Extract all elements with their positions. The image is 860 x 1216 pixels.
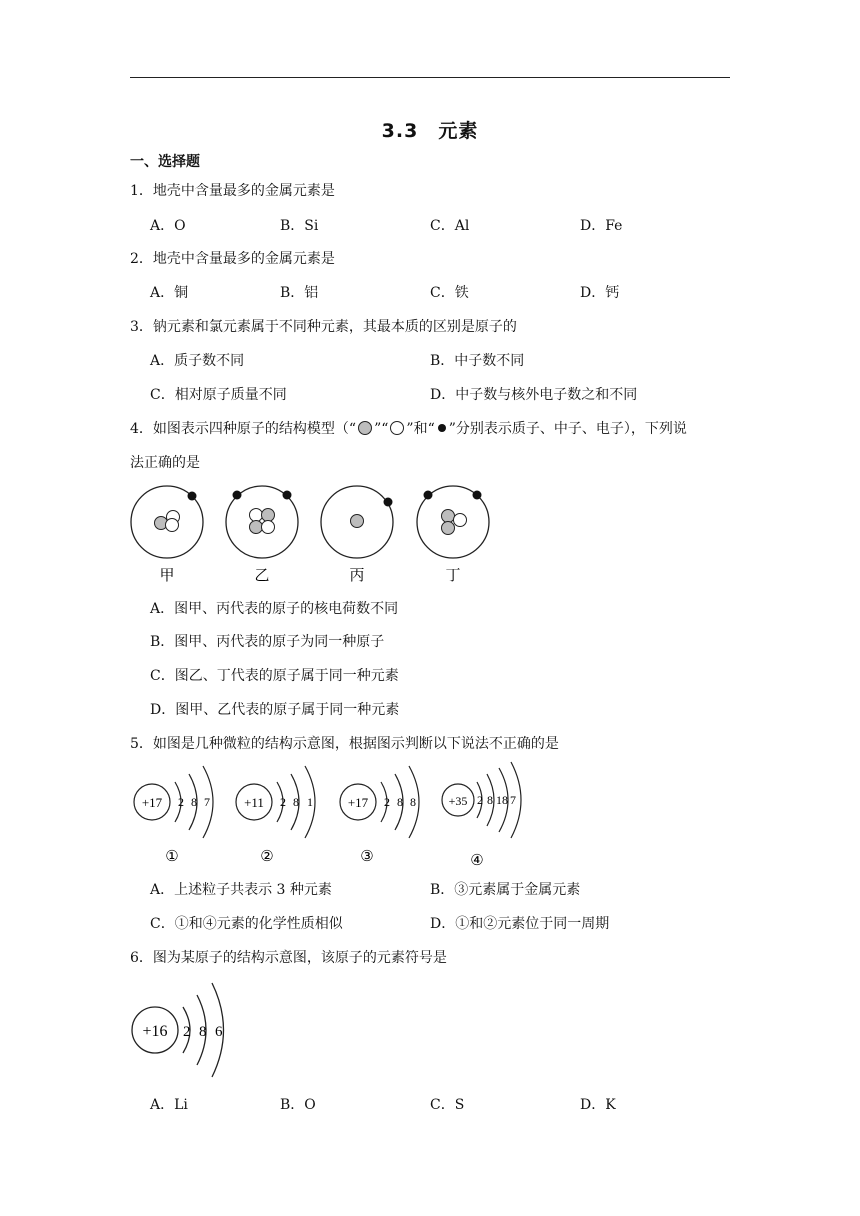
neutron-symbol-icon [389,421,405,435]
option-b[interactable]: B．Si [280,218,319,234]
shell-electrons: 2 [384,795,390,809]
nucleus-charge: +35 [448,794,468,808]
nucleus-charge: +11 [244,795,264,810]
option-d[interactable]: D．K [580,1097,616,1113]
question-text-part: ”分别表示质子、中子、电子），下列说 [448,421,687,437]
option-d[interactable]: D．图甲、乙代表的原子属于同一种元素 [150,702,400,718]
shell-electrons: 8 [199,1024,207,1040]
option-d[interactable]: D．①和②元素位于同一周期 [430,916,610,932]
question-text: 钠元素和氯元素属于不同种元素，其最本质的区别是原子的 [152,319,517,335]
section-heading: 一、选择题 [130,154,200,170]
question-text-part: ”和“ [406,421,435,437]
option-b[interactable]: B．铝 [280,285,319,301]
question-text: 地壳中含量最多的金属元素是 [152,251,335,267]
nucleus-charge: +16 [142,1023,168,1040]
particle-diagram-3 [340,766,419,865]
diagram-label: ① [165,849,179,865]
question-text-part: ”“ [374,421,389,437]
option-a[interactable]: A．质子数不同 [150,353,245,369]
option-b[interactable]: B．图甲、丙代表的原子为同一种原子 [150,634,385,650]
option-c[interactable]: C．Al [430,218,470,234]
question-number: 3． [130,319,153,335]
question-2 [130,248,335,268]
atom-structure-figure [125,975,245,1085]
option-d[interactable]: D．钙 [580,285,620,301]
question-number: 5． [130,736,153,752]
option-a[interactable]: A．上述粒子共表示 3 种元素 [150,882,332,898]
shell-electrons: 1 [307,795,313,809]
question-number: 2． [130,251,153,267]
shell-electrons: 6 [215,1024,223,1040]
figure-label-bing: 丙 [349,566,365,584]
shell-electrons: 8 [293,795,299,809]
option-c[interactable]: C．图乙、丁代表的原子属于同一种元素 [150,668,399,684]
figure-label-jia: 甲 [159,566,175,584]
question-number: 6． [130,950,153,966]
shell-electrons: 2 [178,795,184,809]
question-text: 图为某原子的结构示意图，该原子的元素符号是 [152,950,447,966]
nucleus-charge: +17 [141,795,163,810]
option-c[interactable]: C．铁 [430,285,469,301]
question-text-part: 如图表示四种原子的结构模型（“ [152,421,357,437]
question-4-line2: 法正确的是 [130,455,200,471]
header-rule [130,77,730,78]
atom-model-yi [226,486,298,558]
proton-symbol-icon [357,421,373,435]
question-text: 如图是几种微粒的结构示意图，根据图示判断以下说法不正确的是 [152,736,559,752]
page-title: 3.3 元素 [381,120,479,142]
option-b[interactable]: B．③元素属于金属元素 [430,882,581,898]
atom-model-bing [321,486,393,558]
option-a[interactable]: A．O [150,218,186,234]
option-c[interactable]: C．①和④元素的化学性质相似 [150,916,343,932]
nucleus-charge: +17 [347,795,369,810]
shell-electrons: 18 [496,793,508,807]
particle-diagram-1 [134,766,213,865]
diagram-label: ④ [470,853,484,869]
shell-electrons: 2 [280,795,286,809]
diagram-label: ② [260,849,274,865]
option-a[interactable]: A．图甲、丙代表的原子的核电荷数不同 [150,601,399,617]
particle-structure-figure [125,760,545,870]
shell-electrons: 8 [410,795,416,809]
option-d[interactable]: D．中子数与核外电子数之和不同 [430,387,638,403]
figure-label-ding: 丁 [445,566,461,584]
question-number: 4． [130,421,153,437]
shell-electrons: 8 [191,795,197,809]
question-text: 地壳中含量最多的金属元素是 [152,183,335,199]
option-a[interactable]: A．铜 [150,285,189,301]
option-c[interactable]: C．S [430,1097,465,1113]
question-6 [130,947,447,967]
particle-diagram-4 [442,762,521,869]
question-5 [130,733,559,753]
shell-electrons: 2 [183,1024,191,1040]
atom-models-figure [125,480,505,590]
option-b[interactable]: B．中子数不同 [430,353,525,369]
diagram-label: ③ [360,849,374,865]
question-number: 1． [130,183,153,199]
particle-diagram-2 [236,766,315,865]
question-1 [130,180,335,200]
figure-label-yi: 乙 [254,566,270,584]
question-4 [130,418,687,438]
option-d[interactable]: D．Fe [580,218,623,234]
option-c[interactable]: C．相对原子质量不同 [150,387,287,403]
shell-electrons: 8 [397,795,403,809]
electron-symbol-icon [436,421,448,435]
shell-electrons: 7 [204,795,210,809]
option-b[interactable]: B．O [280,1097,316,1113]
shell-electrons: 8 [487,793,493,807]
atom-model-ding [417,486,489,558]
question-3 [130,316,517,336]
atom-model-jia [131,486,203,558]
shell-electrons: 2 [477,793,483,807]
shell-electrons: 7 [510,793,516,807]
option-a[interactable]: A．Li [150,1097,188,1113]
